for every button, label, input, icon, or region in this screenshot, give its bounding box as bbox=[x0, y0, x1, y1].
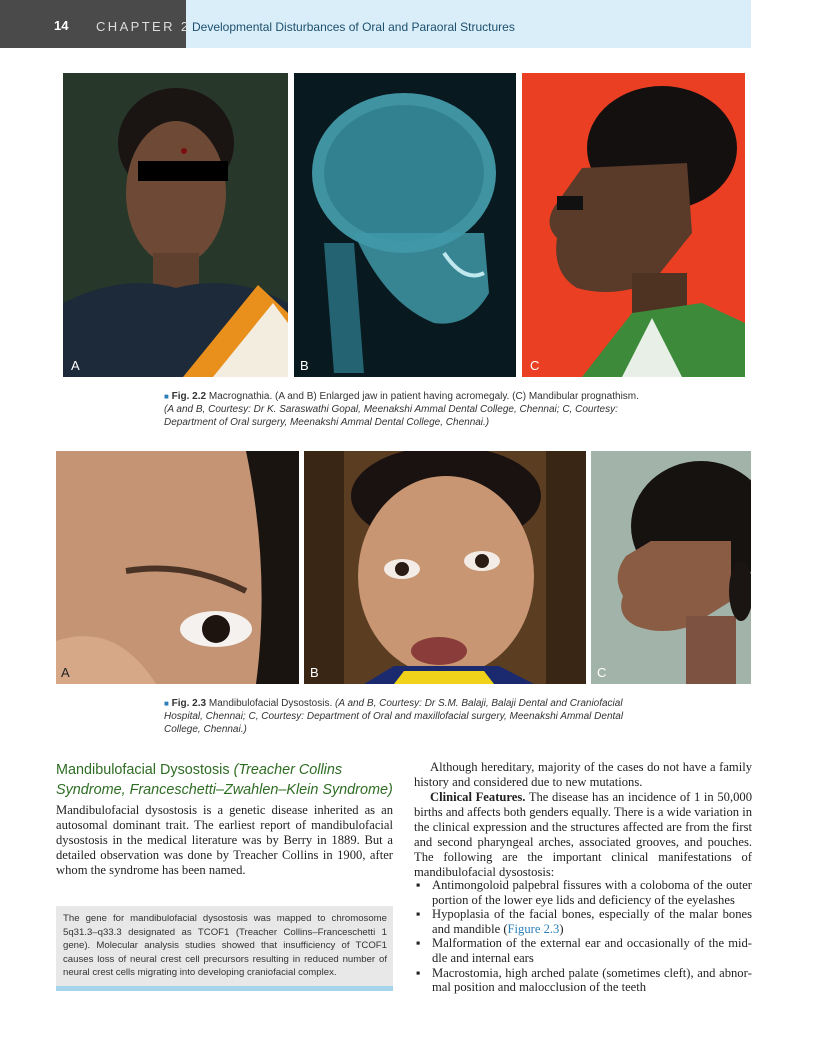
woman-portrait-image bbox=[63, 73, 288, 377]
figure-2-2-caption bbox=[164, 390, 644, 429]
child-portrait-image bbox=[304, 451, 586, 684]
chapter-label: CHAPTER 2 bbox=[96, 19, 191, 34]
list-item: ▪ Antimongoloid palpebral fissures with a coloboma of the outer portion of the lower eye lids and deficiency of the eyelashes bbox=[416, 878, 752, 907]
figure-2-2-panel-b bbox=[294, 73, 516, 377]
panel-label: B bbox=[310, 665, 319, 680]
bullet-icon: ▪ bbox=[416, 965, 421, 980]
eye-closeup-image bbox=[56, 451, 299, 684]
heredity-paragraph: Although hereditary, majority of the cases do not have a family history and considered due to new mutations. bbox=[414, 760, 752, 789]
caption-text: Macrognathia. (A and B) Enlarged jaw in patient having acromegaly. (C) Mandibular prognathism. bbox=[208, 391, 639, 402]
figure-2-2-panel-a bbox=[63, 73, 288, 377]
figure-2-2-panel-c bbox=[522, 73, 745, 377]
page-number: 14 bbox=[54, 18, 69, 33]
bullet-icon: ▪ bbox=[416, 936, 421, 951]
genetics-note-text: The gene for mandibulofacial dysostosis was mapped to chromosome 5q31.3–q33.3 designated as TCOF1 (Treacher Collins–Franceschetti 1 gene). Molecular analysis studies showed that insufficiency of TCOF1 causes loss of neural crest cell precursors resulting in reduced number of neural crest cells migrating into developing craniofacial complex. bbox=[63, 913, 387, 979]
figure-2-3-caption bbox=[164, 697, 649, 736]
list-item: ▪ Macrostomia, high arched palate (sometimes cleft), and abnormal position and malocclusion of the teeth bbox=[416, 965, 752, 995]
genetics-note-box bbox=[56, 906, 393, 991]
panel-label: C bbox=[530, 358, 540, 373]
caption-number: Fig. 2.3 bbox=[171, 698, 207, 709]
running-title: Developmental Disturbances of Oral and Paraoral Structures bbox=[192, 20, 515, 34]
figure-2-3-panel-b bbox=[304, 451, 586, 684]
clinical-features-paragraph bbox=[414, 790, 752, 880]
skull-radiograph-image bbox=[294, 73, 516, 377]
figure-2-3-panel-a bbox=[56, 451, 299, 684]
caption-bullet-icon: ■ bbox=[164, 392, 169, 401]
panel-label: A bbox=[71, 358, 80, 373]
caption-credit: (A and B, Courtesy: Dr S.M. Balaji, Balaji Dental and Craniofacial Hospital, Chennai; C, Courtesy: Department of Oral and maxillofacial surgery, Meenakshi Ammal Dental College, Chennai.) bbox=[164, 698, 624, 735]
man-profile-image bbox=[522, 73, 745, 377]
clinical-manifestations-list bbox=[414, 878, 752, 995]
caption-text: Mandibulofacial Dysostosis. bbox=[208, 698, 333, 709]
clinical-features-label: Clinical Features. bbox=[430, 790, 526, 804]
caption-bullet-icon: ■ bbox=[164, 699, 169, 708]
section-heading-plain: Mandibulofacial Dysostosis bbox=[56, 762, 234, 778]
list-item: ▪ Malformation of the external ear and occasionally of the middle and internal ears bbox=[416, 936, 752, 965]
bullet-icon: ▪ bbox=[416, 907, 421, 922]
panel-label: C bbox=[597, 665, 607, 680]
figure-reference-link[interactable]: Figure 2.3 bbox=[507, 921, 560, 936]
caption-credit: (A and B, Courtesy: Dr K. Saraswathi Gopal, Meenakshi Ammal Dental College, Chennai; C, Courtesy: Department of Oral surgery, Meenakshi Ammal Dental College, Chennai.) bbox=[164, 404, 618, 428]
section-heading-italic: (Treacher Collins Syndrome, Franceschetti–Zwahlen–Klein Syndrome) bbox=[56, 762, 393, 798]
caption-number: Fig. 2.2 bbox=[171, 391, 207, 402]
panel-label: A bbox=[61, 665, 70, 680]
bullet-icon: ▪ bbox=[416, 878, 421, 892]
intro-paragraph: Mandibulofacial dysostosis is a genetic disease inherited as an autosomal dominant trait. The earliest report of mandibulofacial dysostosis in the medical literature was by Berry in 1889. But a detailed observation was done by Treacher Collins in 1900, after whom the syndrome has been named. bbox=[56, 803, 393, 877]
section-heading bbox=[56, 760, 396, 800]
figure-2-3-panel-c bbox=[591, 451, 751, 684]
woman-profile-image bbox=[591, 451, 751, 684]
list-item: ▪ Hypoplasia of the facial bones, especially of the malar bones and mandible (Figure 2.3) bbox=[416, 907, 752, 936]
panel-label: B bbox=[300, 358, 309, 373]
clinical-features-text: The disease has an incidence of 1 in 50,000 births and affects both genders equally. There is a wide variation in the clinical expression and the structures affected are from the first and second pharyngeal arches, associated grooves, and pouches. The following are the important clinical manifestations of mandibulofacial dysostosis: bbox=[414, 790, 752, 879]
